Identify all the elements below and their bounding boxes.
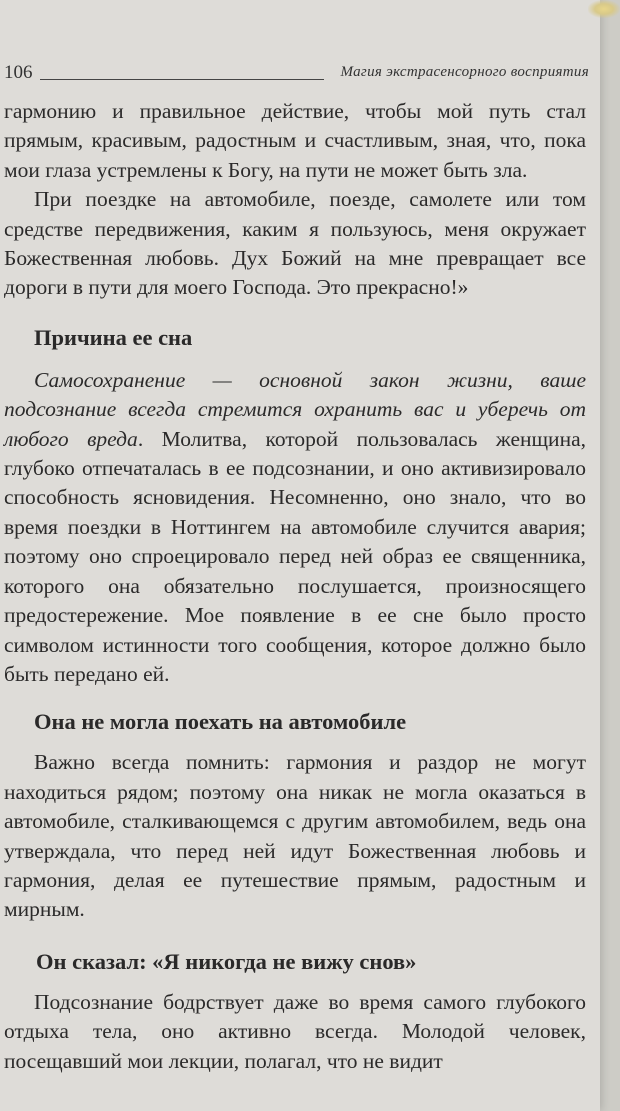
header-rule (40, 79, 324, 80)
paragraph-text: . Молитва, которой пользовалась женщина, глубоко отпечаталась в ее подсознании, и оно активизировало способность ясновидения. Несомненно, оно знало, что во время поездки в Ноттингем на автомобиле случится авария; поэтому оно спроецировало перед ней образ ее священника, которого она обязательно послушается, произносящего предостережение. Мое появление в ее сне было просто символом истинности того сообщения, которое должно было быть передано ей. (4, 426, 586, 686)
running-title: Магия экстрасенсорного восприятия (340, 64, 589, 80)
section-heading: Она не могла поехать на автомобиле (34, 709, 407, 735)
page-body (4, 97, 586, 1076)
paragraph: При поездке на автомобиле, поезде, самолете или том средстве передвижения, каким я пользуюсь, меня окружает Божественная любовь. Дух Божий на мне превращает все дороги в пути для моего Господа. Это прекрасно!» (4, 187, 586, 300)
section-heading: Причина ее сна (34, 324, 193, 350)
paragraph: гармонию и правильное действие, чтобы мой путь стал прямым, красивым, радостным и счастливым, зная, что, пока мои глаза устремлены к Богу, на пути не может быть зла. (4, 99, 586, 182)
page-number: 106 (4, 62, 33, 83)
paragraph: Подсознание бодрствует даже во время самого глубокого отдыха тела, оно активно всегда. Молодой человек, посещавший мои лекции, полагал, что не видит (4, 989, 586, 1073)
section-heading: Он сказал: «Я никогда не вижу снов» (36, 948, 417, 974)
page-edge-highlight (588, 0, 620, 18)
italic-lead: Самосохранение — основной закон жизни, ваше подсознание всегда стремится охранить вас и уберечь от любого вреда (4, 367, 586, 451)
page-header (4, 62, 589, 84)
paragraph (4, 366, 586, 689)
paragraph: Важно всегда помнить: гармония и раздор не могут находиться рядом; поэтому она никак не могла оказаться в автомобиле, сталкивающемся с другим автомобилем, ведь она утверждала, что перед ней идут Божественная любовь и гармония, делая ее путешествие прямым, радостным и мирным. (4, 750, 586, 922)
